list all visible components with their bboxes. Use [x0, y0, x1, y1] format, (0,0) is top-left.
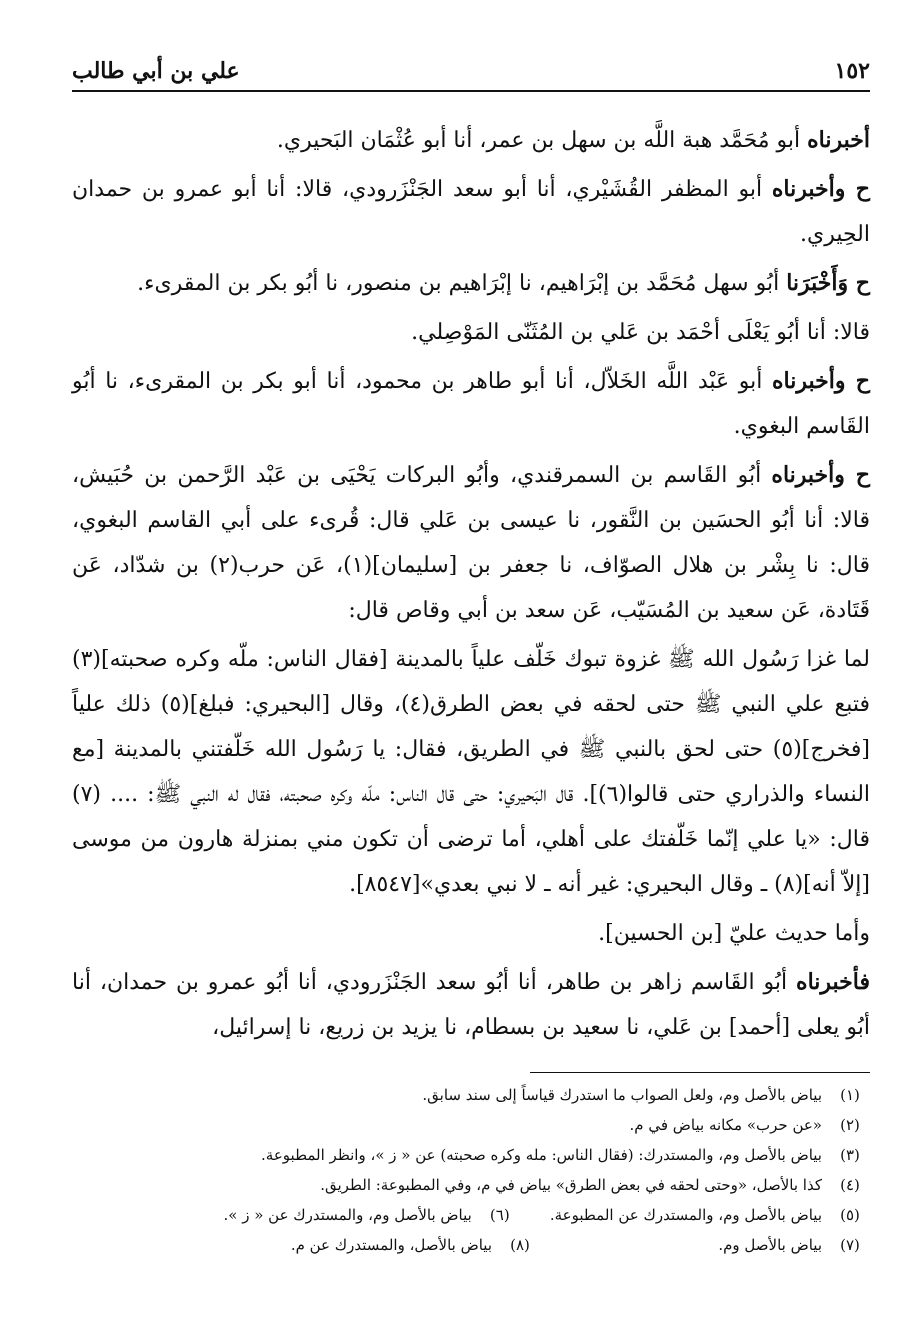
footnote-number: (٢) [840, 1116, 860, 1134]
chain-lead: ح وأخبرناه [771, 462, 870, 488]
footnote [291, 1230, 540, 1260]
footnote [72, 1170, 870, 1200]
running-title: علي بن أبي طالب [72, 58, 240, 84]
footnotes [72, 1080, 870, 1260]
footnote-number: (٧) [840, 1236, 860, 1254]
footnote-number: (١) [840, 1086, 860, 1104]
page-number: ١٥٢ [834, 58, 870, 84]
footnote-text: بياض بالأصل وم. [718, 1236, 822, 1254]
paragraph-text: قالا: أنا أبُو يَعْلَى أحْمَد بن عَلي بن المُثَنّى المَوْصِلي. [411, 320, 870, 345]
footnote-text: بياض بالأصل وم، والمستدرك: (فقال الناس: مله وكره صحبته) عن « ز »، وانظر المطبوعة. [261, 1146, 822, 1164]
paragraph-text: أبُو سهل مُحَمَّد بن إبْرَاهيم، نا إبْرَاهيم بن منصور، نا أبُو بكر بن المقرىء. [137, 271, 787, 296]
footnote-row [72, 1200, 870, 1230]
chain-lead: فأخبرناه [796, 969, 870, 995]
footnote [72, 1110, 870, 1140]
paragraph-text: أبو المظفر القُشَيْري، أنا أبو سعد الجَنْزَرودي، قالا: أنا أبو عمرو بن حمدان الحِيري. [72, 177, 870, 247]
footnote-text: بياض بالأصل وم، والمستدرك عن المطبوعة. [549, 1206, 822, 1224]
footnote-number: (٥) [840, 1206, 860, 1224]
main-text [72, 118, 870, 1054]
footnote-text: بياض بالأصل وم، ولعل الصواب ما استدرك قياساً إلى سند سابق. [422, 1086, 822, 1104]
paragraph-text: أبو مُحَمَّد هبة اللَّه بن سهل بن عمر، أنا أبو عُثْمَان البَحيري. [276, 128, 808, 153]
footnote-divider [530, 1072, 870, 1073]
footnote-number: (٣) [840, 1146, 860, 1164]
footnote-text: بياض بالأصل وم، والمستدرك عن « ز ». [223, 1206, 472, 1224]
paragraph-text: أبُو القَاسم زاهر بن طاهر، أنا أبُو سعد الجَنْزَرودي، أنا أبُو عمرو بن حمدان، أنا أبُو يعلى [أحمد] بن عَلي، نا سعيد بن بسطام، نا يزيد بن زريع، نا إسرائيل، [72, 970, 870, 1040]
footnote-text: «عن حرب» مكانه بياض في م. [629, 1116, 822, 1134]
paragraph-text: لما غزا رَسُول الله ﷺ غزوة تبوك خَلّف علياً بالمدينة [فقال الناس: ملّه وكره صحبته](٣) فتبع علي النبي ﷺ حتى لحقه في بعض الطرق(٤)، وقال [البحيري: فبلغ](٥) ذلك علياً [فخرج](٥) حتى لحق بالنبي ﷺ في الطريق، فقال: يا رَسُول الله خَلّفتني بالمدينة [مع النساء والذراري حتى قالوا(٦)]. قال البَحيري: حتى قال الناس: ملّه وكره صحبته، فقال له النبي ﷺ: .... (٧) قال: «يا علي إنّما خَلّفتك على أهلي، أما ترضى أن تكون مني بمنزلة هارون من موسى [إلاّ أنه](٨) ـ وقال البحيري: غير أنه ـ لا نبي بعدي»[٨٥٤٧]. [72, 647, 871, 897]
chain-lead: ح وأخبرناه [772, 368, 870, 394]
paragraph [72, 118, 870, 163]
paragraph [72, 453, 870, 633]
footnote [550, 1200, 870, 1230]
hadith-text [72, 637, 870, 907]
footnote-number: (٦) [489, 1206, 510, 1224]
page-header [72, 52, 870, 92]
paragraph-text: أبو عَبْد اللَّه الخَلاّل، أنا أبو طاهر بن محمود، أنا أبو بكر بن المقرىء، نا أبُو القَاسم البغوي. [72, 369, 870, 439]
paragraph [72, 167, 870, 257]
footnote [72, 1080, 870, 1110]
paragraph [72, 310, 870, 355]
chain-lead: ح وَأَخْبَرَنا [786, 270, 870, 296]
footnote-number: (٤) [840, 1176, 860, 1194]
footnote-number: (٨) [510, 1236, 530, 1254]
footnote [223, 1200, 519, 1230]
paragraph [72, 261, 870, 306]
paragraph [72, 359, 870, 449]
paragraph [72, 911, 870, 956]
footnote [570, 1230, 870, 1260]
paragraph [72, 960, 870, 1050]
footnote-text: كذا بالأصل، «وحتى لحقه في بعض الطرق» بياض في م، وفي المطبوعة: الطريق. [320, 1176, 822, 1194]
footnote [72, 1140, 870, 1170]
footnote-text: بياض بالأصل، والمستدرك عن م. [290, 1236, 492, 1254]
paragraph-text: أبُو القَاسم بن السمرقندي، وأبُو البركات يَحْيَى بن عَبْد الرَّحمن بن حُبَيش، قالا: أنا أبُو الحسَين بن النَّقور، نا عيسى بن عَلي قال: قُرىء على أبي القاسم البغوي، قال: نا بِشْر بن هلال الصوّاف، نا جعفر بن [سليمان](١)، عَن حرب(٢) بن شدّاد، عَن قَتَادة، عَن سعيد بن المُسَيّب، عَن سعد بن أبي وقاص قال: [72, 463, 870, 623]
chain-lead: ح وأخبرناه [771, 176, 871, 202]
paragraph-text: وأما حديث عليّ [بن الحسين]. [598, 921, 870, 946]
footnote-row [72, 1230, 870, 1260]
chain-lead: أخبرناه [807, 127, 870, 153]
